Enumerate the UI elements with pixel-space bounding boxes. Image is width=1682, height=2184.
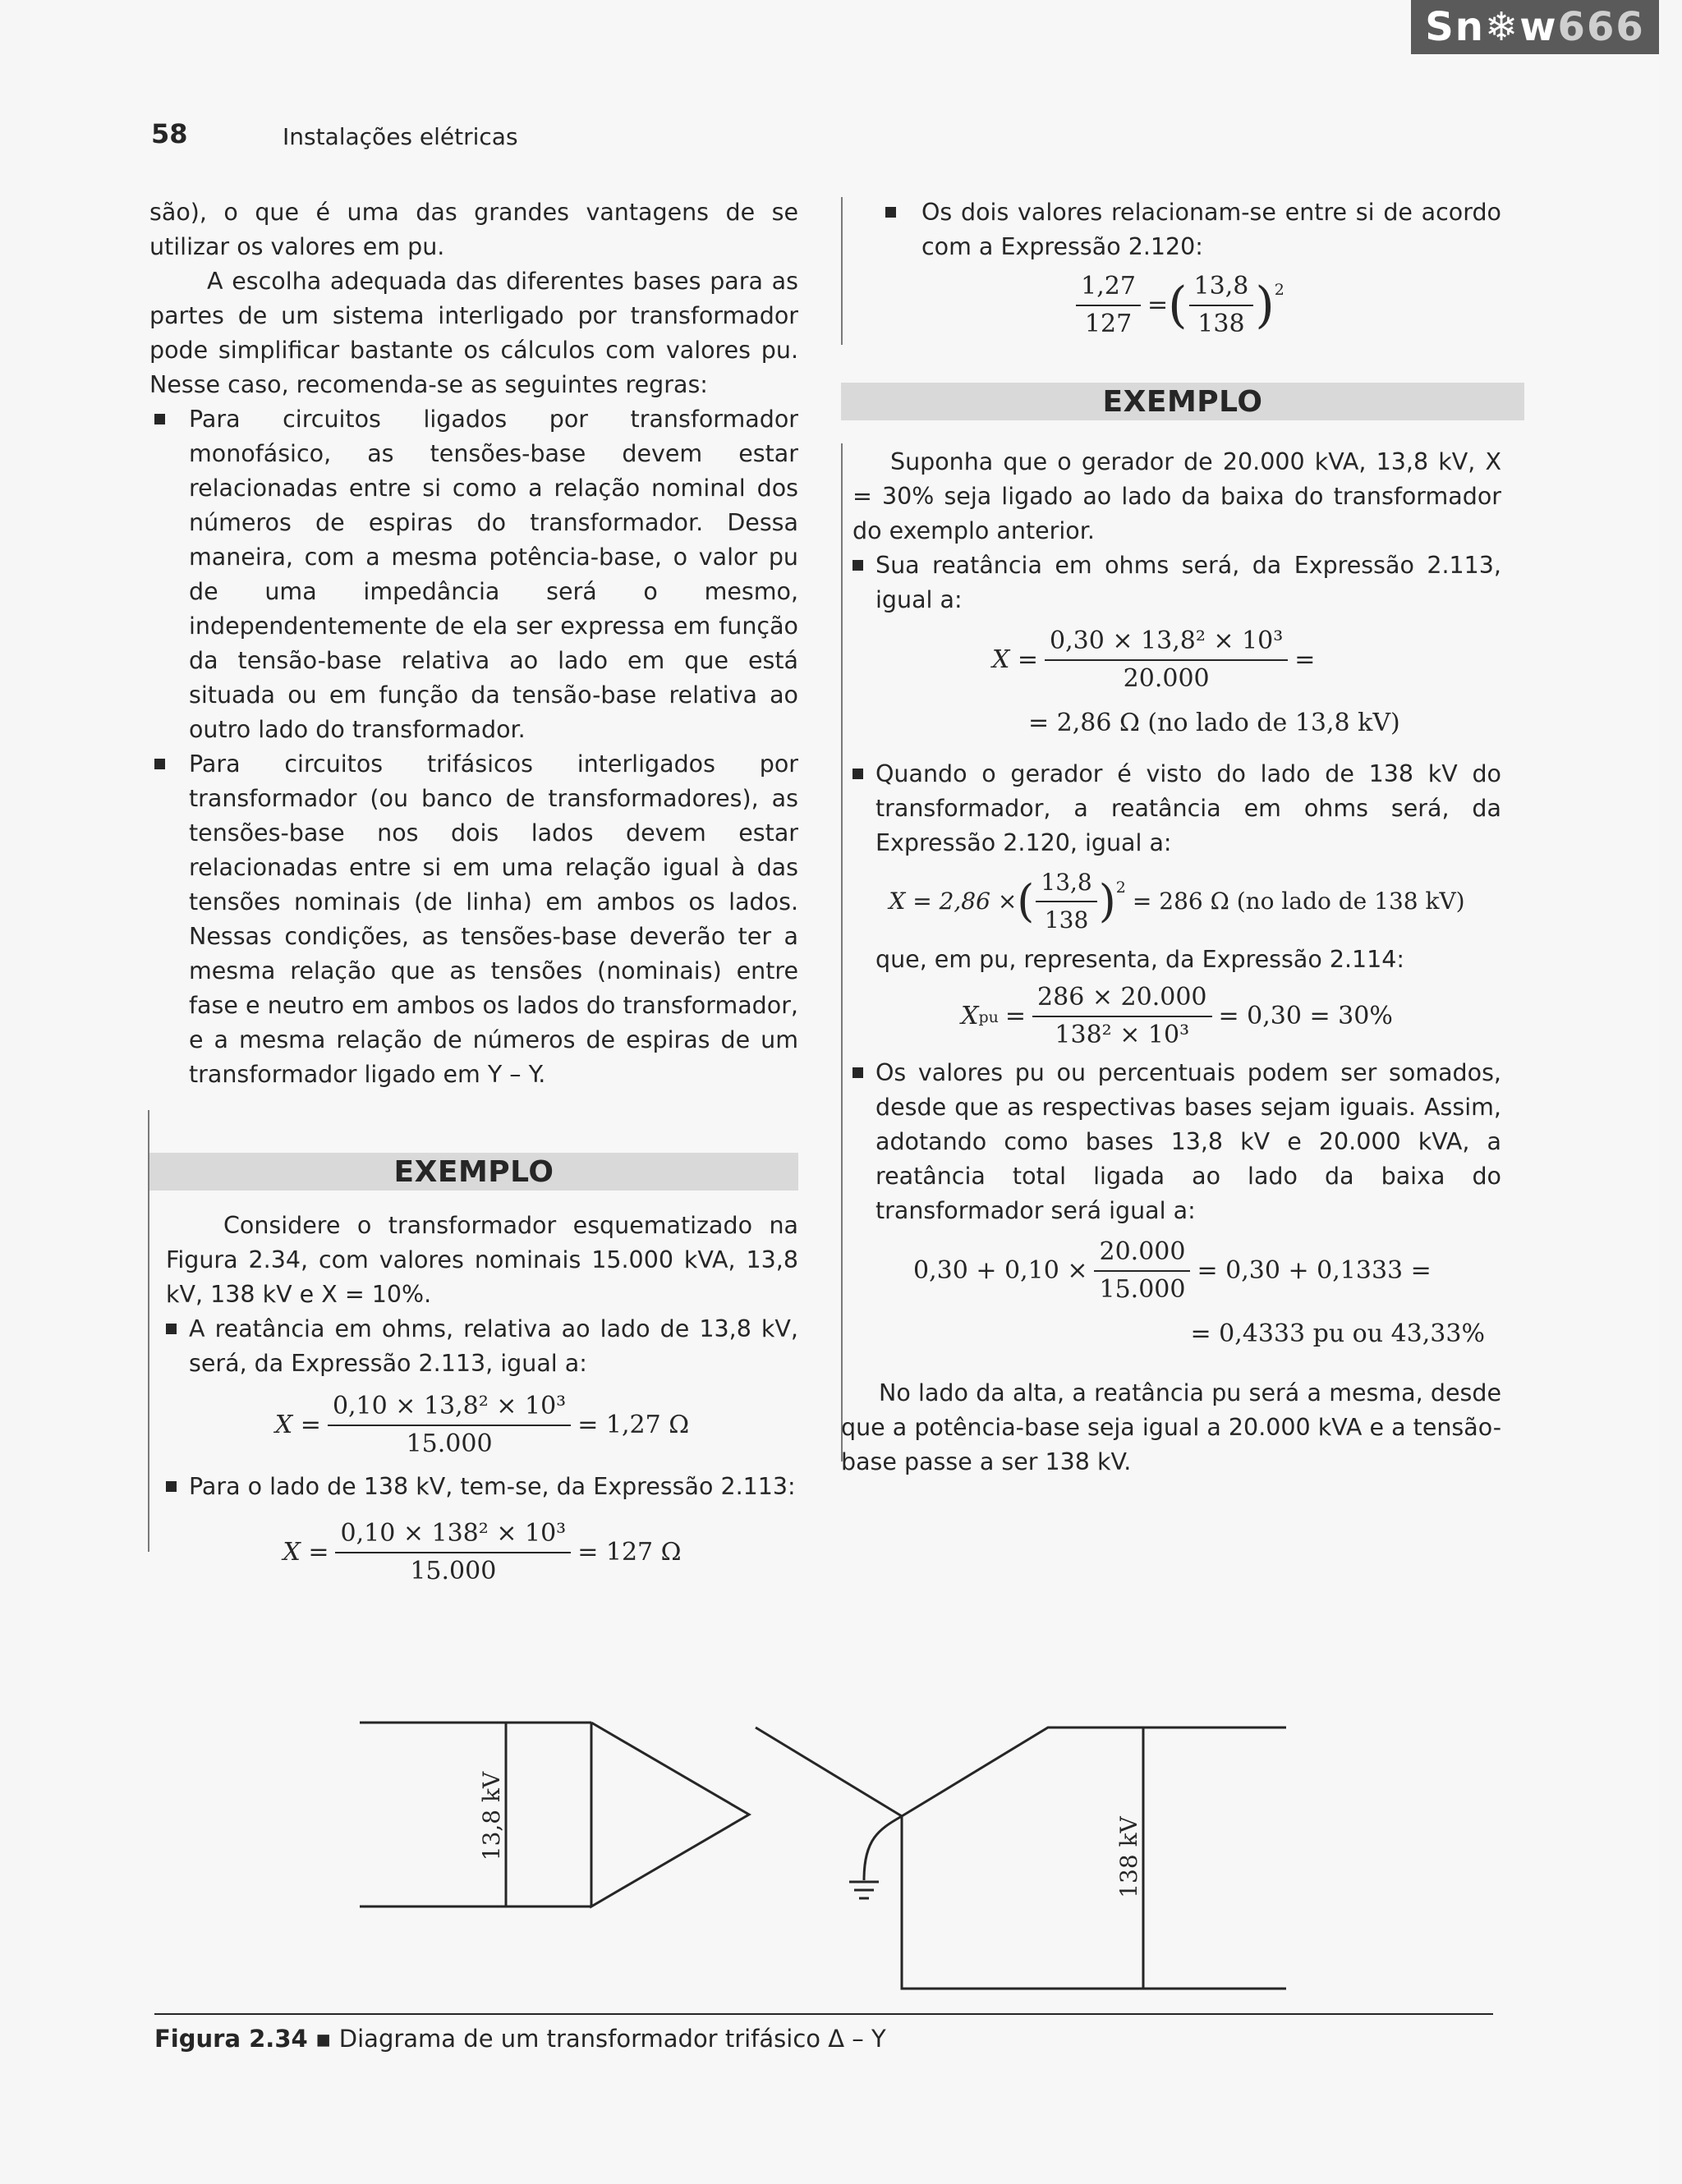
example-heading: EXEMPLO <box>149 1153 798 1191</box>
paragraph: são), o que é uma das grandes vantagens de se utilizar os valores em pu. <box>149 199 798 260</box>
right-example-rule <box>841 443 843 1461</box>
bullet-icon <box>852 769 863 779</box>
fraction: $\frac{\text{0,10 × 138² × 10³}}{15.000}$ <box>335 1517 571 1588</box>
example-list <box>166 1312 798 1381</box>
fraction: $\frac{1,27}{127}$ <box>1076 270 1141 341</box>
fraction: $\frac{20.000}{15.000}$ <box>1094 1236 1190 1306</box>
bullet-icon <box>166 1481 177 1492</box>
paragraph: que, em pu, representa, da Expressão 2.114: <box>875 946 1405 973</box>
left-example-body <box>149 1209 798 1601</box>
example-list <box>852 757 1501 860</box>
left-column <box>149 195 798 1601</box>
figure-caption: Figura 2.34 ▪ Diagrama de um transformador trifásico Δ – Y <box>154 2025 886 2053</box>
bullet-icon <box>154 414 165 424</box>
list-item: Para circuitos ligados por transformador monofásico, as tensões-base devem estar relacionadas entre si como a relação nominal dos números de espiras do transformador. Dessa maneira, com a mesma potência-base, o valor pu de uma impedância será o mesmo, independentemente de ela ser expressa em função da tensão-base relativa ao lado em que está situada ou em função da tensão-base relativa ao outro lado do transformador. <box>149 402 798 747</box>
fraction: $\frac{286 \times 20.000}{\text{138² × 10³}}$ <box>1032 981 1211 1052</box>
equation: 0,30 + 0,10 × $\frac{20.000}{15.000}$ = 0,30 + 0,1333 = <box>852 1228 1501 1314</box>
list-item: Para circuitos trifásicos interligados por transformador (ou banco de transformadores), as tensões-base nos dois lados devem estar relacionadas entre si em uma relação igual à das tensões nominais (de linha) em ambos os lados. Nessas condições, as tensões-base deverão ter a mesma relação que as tensões (nominais) entre fase e neutro em ambos os lados do transformador, e a mesma relação de números de espiras de um transformador ligado em Y – Y. <box>149 747 798 1092</box>
paren-close: ) <box>1255 277 1275 334</box>
equation-line: = 0,4333 pu ou 43,33% <box>1190 1319 1485 1348</box>
paragraph: Suponha que o gerador de 20.000 kVA, 13,8 kV, X = 30% seja ligado ao lado da baixa do transformador do exemplo anterior. <box>852 448 1501 544</box>
example-list <box>166 1470 798 1504</box>
running-title: Instalações elétricas <box>283 123 518 150</box>
bullet-icon <box>852 1067 863 1078</box>
equation: $\frac{1,27}{127}$ = ( $\frac{13,8}{138}$ ) $^2$ <box>852 264 1501 346</box>
list-item: Para o lado de 138 kV, tem-se, da Expressão 2.113: <box>166 1470 798 1504</box>
low-voltage-label: 13,8 kV <box>478 1771 505 1861</box>
equation: X = 2,86 × ( $\frac{13,8}{138}$ ) $^2$ = 286 Ω (no lado de 138 kV) <box>852 860 1501 943</box>
equation: X pu = $\frac{286 \times 20.000}{\text{138² × 10³}}$ = 0,30 = 30% <box>852 977 1501 1056</box>
list-item: Os valores pu ou percentuais podem ser somados, desde que as respectivas bases sejam iguais. Assim, adotando como bases 13,8 kV e 20.000 kVA, a reatância total ligada ao lado da baixa do transformador será igual a: <box>852 1056 1501 1228</box>
high-voltage-label: 138 kV <box>1115 1816 1142 1898</box>
right-top-rule <box>841 197 843 345</box>
equation: X = $\frac{\text{0,10 × 13,8² × 10³}}{15.000}$ = 1,27 Ω <box>166 1381 798 1470</box>
fraction: $\frac{13,8}{138}$ <box>1036 866 1096 937</box>
bullet-icon <box>885 207 896 218</box>
paren-close: ) <box>1098 875 1116 927</box>
example-heading: EXEMPLO <box>841 383 1524 420</box>
list-item: Quando o gerador é visto do lado de 138 kV do transformador, a reatância em ohms será, da Expressão 2.120, igual a: <box>852 757 1501 860</box>
page-number: 58 <box>151 118 188 149</box>
fraction: $\frac{13,8}{138}$ <box>1189 270 1254 341</box>
paren-open: ( <box>1168 277 1188 334</box>
paragraph: A escolha adequada das diferentes bases para as partes de um sistema interligado por transformador pode simplificar bastante os cálculos com valores pu. Nesse caso, recomenda-se as seguintes regras: <box>149 268 798 398</box>
bullet-icon <box>154 759 165 769</box>
right-example-body <box>852 445 1501 1355</box>
list-item: Sua reatância em ohms será, da Expressão 2.113, igual a: <box>852 548 1501 617</box>
list-item: Os dois valores relacionam-se entre si de acordo com a Expressão 2.120: <box>852 195 1501 264</box>
fraction: $\frac{\text{0,30 × 13,8² × 10³}}{20.000}$ <box>1045 625 1288 695</box>
equation: X = $\frac{\text{0,30 × 13,8² × 10³}}{20.000}$ = <box>852 617 1501 703</box>
rules-list <box>149 402 798 1092</box>
watermark-logo: Sn❄w666 <box>1411 0 1659 54</box>
equation: X = $\frac{\text{0,10 × 138² × 10³}}{15.000}$ = 127 Ω <box>166 1504 798 1601</box>
bullet-icon <box>852 560 863 571</box>
right-column <box>841 195 1501 1480</box>
equation-line: = 2,86 Ω (no lado de 13,8 kV) <box>1028 709 1400 737</box>
paragraph: No lado da alta, a reatância pu será a mesma, desde que a potência-base seja igual a 20.000 kVA e a tensão-base passe a ser 138 kV. <box>841 1379 1501 1475</box>
paren-open: ( <box>1017 875 1035 927</box>
paragraph: Considere o transformador esquematizado na Figura 2.34, com valores nominais 15.000 kVA, 13,8 kV, 138 kV e X = 10%. <box>166 1212 798 1308</box>
right-list <box>852 195 1501 264</box>
list-item: A reatância em ohms, relativa ao lado de 13,8 kV, será, da Expressão 2.113, igual a: <box>166 1312 798 1381</box>
caption-rule <box>154 2013 1493 2015</box>
example-list <box>852 548 1501 617</box>
bullet-icon <box>166 1324 177 1334</box>
example-list <box>852 1056 1501 1228</box>
fraction: $\frac{\text{0,10 × 13,8² × 10³}}{15.000}$ <box>328 1390 571 1461</box>
